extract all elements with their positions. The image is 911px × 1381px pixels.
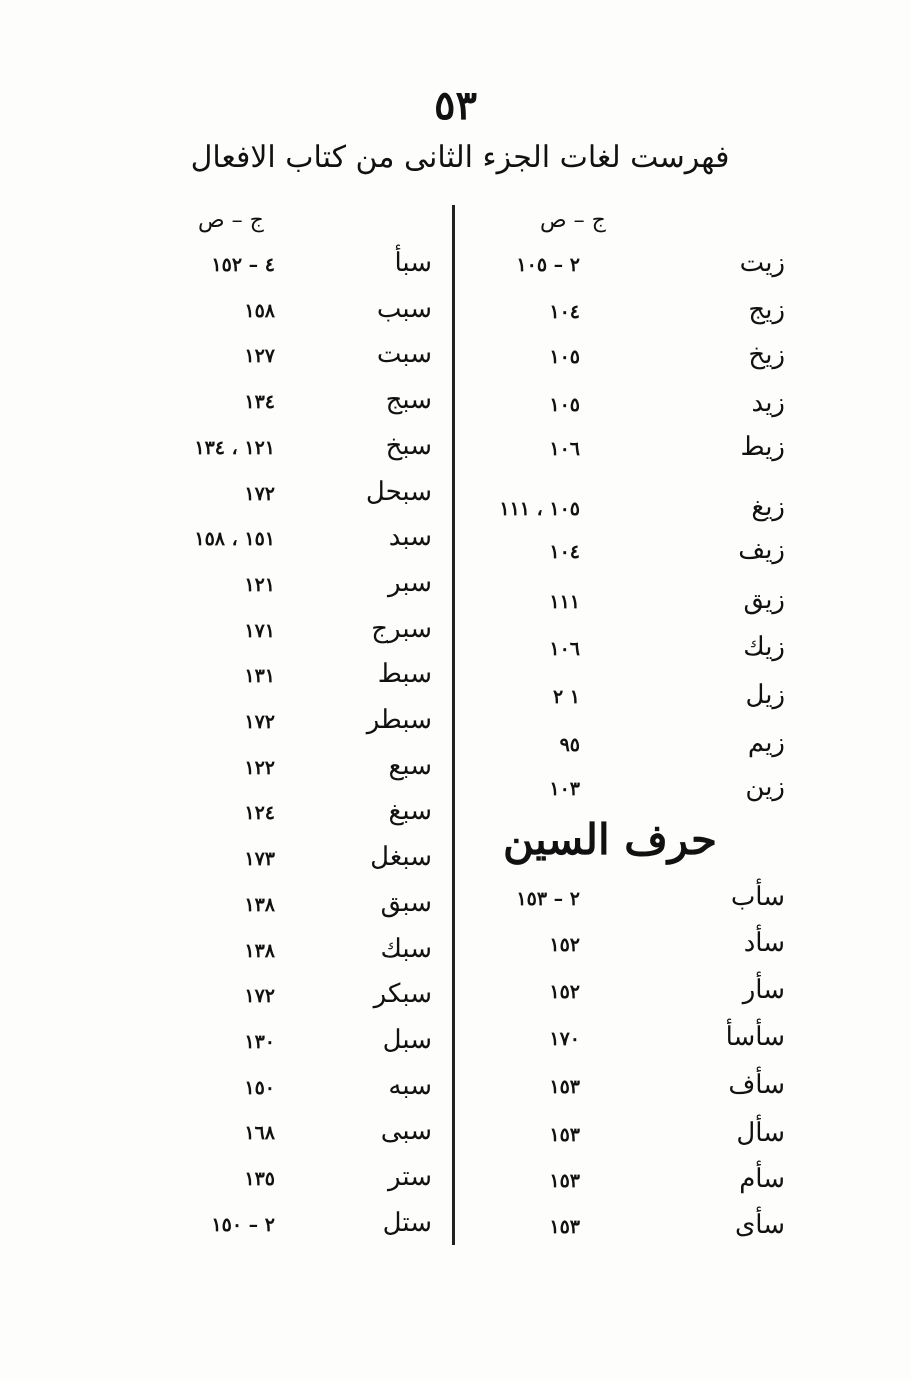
- entry-pages: ١٢٤: [244, 802, 275, 825]
- entry-word: سبغ: [388, 796, 432, 827]
- entry-pages: ٢ – ١٥٠: [211, 1213, 275, 1236]
- entry-word: زيط: [740, 432, 785, 462]
- entry-pages: ١٢٢: [244, 756, 275, 779]
- entry-pages: ١٧٢: [244, 711, 275, 733]
- entry-word: سبر: [388, 567, 432, 598]
- entry-word: زيق: [743, 585, 785, 615]
- entry-pages: ١٢١ ، ١٣٤: [194, 436, 275, 459]
- entry-pages: ١٧٣: [244, 848, 275, 871]
- entry-pages: ١٠٥ ، ١١١: [499, 498, 580, 520]
- entry-pages: ١٥١ ، ١٥٨: [194, 528, 275, 551]
- index-entry: [0, 614, 911, 654]
- entry-pages: ١٧٢: [244, 985, 275, 1008]
- entry-pages: ١٢١: [244, 573, 275, 596]
- entry-word: زيج: [748, 295, 785, 325]
- page-title: فهرست لغات الجزء الثانى من كتاب الافعال: [190, 140, 730, 175]
- index-entry: [0, 1208, 911, 1248]
- entry-word: سبط: [377, 659, 432, 690]
- entry-pages: ١٣٥: [244, 1168, 275, 1190]
- entry-pages: ١٥٣: [549, 1170, 580, 1192]
- entry-pages: ١٣٤: [244, 391, 275, 414]
- entry-pages: ١٣٨: [244, 893, 275, 916]
- entry-word: سبه: [388, 1070, 432, 1101]
- entry-pages: ١٥٣: [549, 1076, 580, 1098]
- index-entry: [0, 751, 911, 791]
- index-entry: [0, 1025, 911, 1065]
- entry-pages: ٢ – ١٥٣: [516, 888, 580, 910]
- entry-word: سأب: [730, 882, 785, 912]
- entry-word: سبرج: [371, 613, 432, 644]
- index-entry: [0, 568, 911, 608]
- index-entry: [0, 339, 911, 379]
- entry-word: سبخ: [385, 430, 432, 461]
- entry-word: سأف: [728, 1070, 785, 1100]
- entry-word: سبل: [382, 1024, 432, 1055]
- index-entry: [0, 888, 911, 928]
- entry-word: سبد: [388, 522, 432, 553]
- index-entry: [0, 477, 911, 517]
- entry-pages: ١٠٥: [549, 346, 580, 368]
- index-entry: [0, 1116, 911, 1156]
- entry-word: سبق: [380, 887, 432, 918]
- entry-word: سأم: [739, 1164, 785, 1194]
- right-column-header: ج – ص: [540, 208, 606, 233]
- entry-pages: ١٢٧: [244, 345, 275, 368]
- section-heading: حرف السين: [503, 815, 717, 864]
- entry-word: سأر: [742, 975, 785, 1005]
- entry-word: سبك: [380, 933, 432, 964]
- index-entry: [0, 522, 911, 562]
- entry-pages: ١٧١: [244, 619, 275, 642]
- entry-pages: ١٥٢: [549, 981, 580, 1003]
- entry-pages: ٢ – ١٠٥: [516, 254, 580, 276]
- entry-pages: ١٥٢: [549, 934, 580, 956]
- entry-word: زيل: [745, 680, 785, 710]
- entry-pages: ١٣٠: [244, 1030, 275, 1053]
- entry-pages: ٤ – ١٥٢: [211, 254, 275, 276]
- entry-word: سبحل: [365, 476, 432, 507]
- entry-word: سأسأ: [725, 1022, 785, 1052]
- entry-pages: ١٠٦: [549, 638, 580, 660]
- entry-word: سبت: [376, 339, 432, 370]
- entry-word: سبطر: [366, 705, 432, 735]
- entry-pages: ١٥٣: [549, 1216, 580, 1238]
- index-entry: [0, 294, 911, 334]
- entry-word: سبى: [380, 1116, 432, 1147]
- entry-word: زيغ: [751, 492, 785, 522]
- entry-pages: ١٠٤: [549, 301, 580, 323]
- entry-pages: ١٥٨: [244, 299, 275, 322]
- entry-pages: ١٧٠: [549, 1028, 580, 1050]
- entry-word: سبغل: [370, 842, 432, 873]
- entry-word: سأل: [736, 1118, 785, 1148]
- index-entry: [0, 705, 911, 745]
- left-column-header: ج – ص: [198, 208, 264, 233]
- entry-pages: ١٣١: [244, 665, 275, 688]
- entry-word: زيخ: [748, 340, 785, 370]
- entry-word: ستر: [388, 1162, 432, 1192]
- entry-pages: ١١١: [549, 591, 580, 613]
- page-number: ٥٣: [434, 82, 477, 129]
- index-entry: [0, 385, 911, 425]
- entry-word: سبب: [376, 293, 432, 324]
- entry-word: زيك: [743, 632, 785, 662]
- entry-pages: ١٦٨: [244, 1122, 275, 1145]
- index-entry: [0, 934, 911, 974]
- index-entry: [0, 248, 911, 288]
- entry-pages: ١٠٥: [549, 394, 580, 416]
- entry-word: زين: [745, 772, 785, 802]
- entry-word: زيد: [751, 388, 785, 418]
- entry-word: سأى: [734, 1210, 785, 1240]
- entry-word: سبج: [385, 385, 432, 416]
- entry-pages: ١٥٣: [549, 1124, 580, 1146]
- entry-word: زيم: [747, 728, 785, 758]
- entry-pages: ٩٥: [559, 734, 580, 756]
- entry-pages: ١٥٠: [244, 1076, 275, 1099]
- entry-pages: ١ ٢: [552, 686, 580, 708]
- index-entry: [0, 659, 911, 699]
- index-entry: [0, 842, 911, 882]
- entry-word: سبأ: [394, 248, 432, 278]
- entry-pages: ١٠٣: [549, 778, 580, 800]
- index-entry: [0, 796, 911, 836]
- entry-pages: ١٠٤: [549, 541, 580, 563]
- entry-word: سأد: [743, 928, 785, 958]
- entry-pages: ١٣٨: [244, 939, 275, 962]
- entry-word: سبع: [388, 750, 432, 781]
- index-entry: [0, 1162, 911, 1202]
- entry-word: زيف: [738, 535, 785, 565]
- index-entry: [0, 431, 911, 471]
- entry-word: سبكر: [373, 979, 432, 1010]
- entry-pages: ١٧٢: [244, 482, 275, 505]
- index-entry: [0, 979, 911, 1019]
- entry-word: زيت: [739, 248, 785, 278]
- index-entry: [0, 1071, 911, 1111]
- entry-word: ستل: [382, 1207, 432, 1238]
- entry-pages: ١٠٦: [549, 438, 580, 460]
